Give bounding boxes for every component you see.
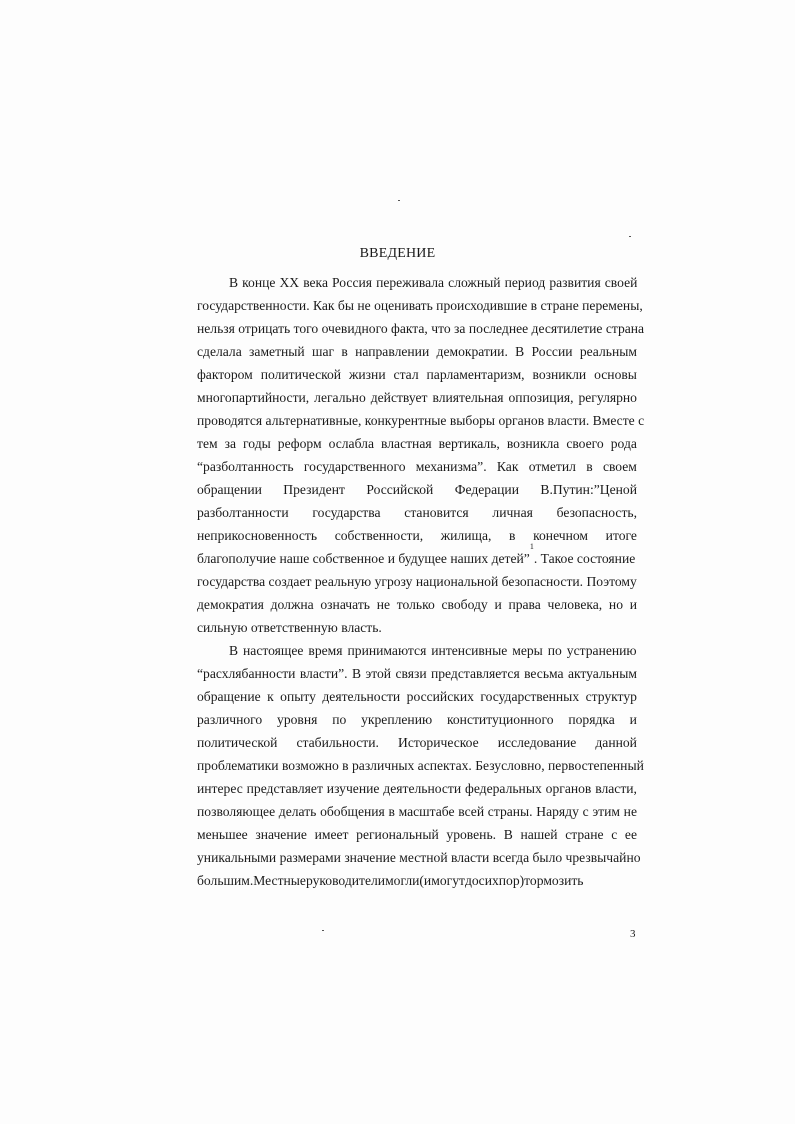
text-word: легально bbox=[314, 390, 366, 405]
text-word: и bbox=[629, 712, 637, 727]
text-word: руководители bbox=[305, 873, 386, 888]
text-word: государственных bbox=[480, 689, 580, 704]
text-word: и bbox=[494, 597, 502, 612]
text-word: структур bbox=[585, 689, 637, 704]
text-word: механизма”. bbox=[415, 459, 487, 474]
text-word: к bbox=[267, 689, 274, 704]
text-word: уникальными размерами значение местной власти всегда было чрезвычайно bbox=[197, 850, 641, 865]
text-word: пор) bbox=[498, 873, 525, 888]
text-word: имеет bbox=[314, 827, 349, 842]
text-word: меньшее bbox=[197, 827, 248, 842]
text-word: данной bbox=[595, 735, 637, 750]
text-word: оппозиция, bbox=[508, 390, 574, 405]
text-word: нельзя отрицать того очевидного факта, что за последнее десятилетие страна bbox=[197, 321, 645, 336]
text-word: жизни bbox=[349, 367, 386, 382]
text-word: не bbox=[376, 597, 390, 612]
text-word: реальным bbox=[579, 344, 637, 359]
text-word: ее bbox=[624, 827, 637, 842]
text-word: В bbox=[503, 827, 513, 842]
text-word: опыту bbox=[280, 689, 316, 704]
text-word: политической bbox=[197, 735, 278, 750]
text-line bbox=[197, 846, 641, 869]
text-word: обращение bbox=[197, 689, 261, 704]
scan-speck bbox=[629, 236, 631, 237]
text-word: собственности, bbox=[334, 528, 424, 543]
text-word: сделала bbox=[197, 344, 242, 359]
text-line bbox=[197, 593, 637, 616]
text-line bbox=[197, 294, 643, 317]
text-word: “расхлябанности bbox=[197, 666, 296, 681]
text-word: возникли bbox=[532, 367, 587, 382]
text-word: права bbox=[508, 597, 541, 612]
text-word: личная bbox=[492, 505, 533, 520]
text-word: интерес представляет изучение деятельности федеральных органов власти, bbox=[197, 781, 637, 796]
text-word: Федерации bbox=[454, 482, 519, 497]
text-word: позволяющее делать обобщения в масштабе всей страны. Наряду с этим не bbox=[197, 804, 637, 819]
text-line bbox=[197, 501, 637, 524]
text-word: Президент bbox=[283, 482, 345, 497]
text-word: стал bbox=[393, 367, 419, 382]
scan-speck bbox=[322, 930, 324, 931]
body-text bbox=[197, 271, 645, 892]
text-word: регулярно bbox=[578, 390, 637, 405]
text-word: проводятся альтернативные, конкурентные выборы органов власти. Вместе с bbox=[197, 413, 645, 428]
text-word: жилища, bbox=[440, 528, 492, 543]
text-word: заметный bbox=[249, 344, 305, 359]
text-word: региональный bbox=[356, 827, 439, 842]
text-word: Местные bbox=[253, 873, 306, 888]
text-word: стабильности. bbox=[296, 735, 379, 750]
text-word: властная bbox=[381, 436, 432, 451]
text-word: влиятельная bbox=[432, 390, 504, 405]
text-word: основы bbox=[594, 367, 637, 382]
text-word: тормозить bbox=[524, 873, 584, 888]
text-word: направлении bbox=[355, 344, 430, 359]
text-word: рода bbox=[610, 436, 637, 451]
text-line bbox=[197, 685, 637, 708]
text-word: “разболтанность bbox=[197, 459, 294, 474]
text-word: российских bbox=[406, 689, 474, 704]
text-word: весьма bbox=[524, 666, 564, 681]
text-word: Историческое bbox=[398, 735, 479, 750]
text-word: реформ bbox=[277, 436, 322, 451]
text-word: конституционного bbox=[446, 712, 554, 727]
text-word: проблематики возможно в различных аспектах. Безусловно, первостепенный bbox=[197, 758, 644, 773]
text-line bbox=[197, 823, 637, 846]
text-line bbox=[197, 455, 637, 478]
text-line bbox=[197, 340, 637, 363]
text-word: исследование bbox=[497, 735, 577, 750]
text-word: В конце XX века Россия переживала сложный период развития своей bbox=[229, 275, 638, 290]
text-word: демократии. bbox=[436, 344, 508, 359]
text-word: действует bbox=[370, 390, 428, 405]
text-word: В bbox=[515, 344, 525, 359]
text-word: за bbox=[224, 436, 237, 451]
text-line bbox=[197, 363, 637, 386]
text-word: только bbox=[396, 597, 435, 612]
text-word: (и bbox=[419, 873, 432, 888]
text-line bbox=[197, 409, 645, 432]
text-word: уровень. bbox=[446, 827, 497, 842]
text-word: по bbox=[332, 712, 347, 727]
text-line bbox=[197, 570, 637, 593]
text-word: политической bbox=[260, 367, 342, 382]
text-word: государства bbox=[312, 505, 381, 520]
text-word: деятельности bbox=[322, 689, 401, 704]
text-word: должна bbox=[270, 597, 314, 612]
text-word: России bbox=[531, 344, 573, 359]
text-word: возникла bbox=[506, 436, 560, 451]
text-word: порядка bbox=[568, 712, 615, 727]
text-segment: . Такое состояние bbox=[533, 551, 636, 566]
text-word: представляется bbox=[430, 666, 520, 681]
text-segment: благополучие наше собственное и будущее наших детей” bbox=[197, 551, 530, 566]
text-word: Как bbox=[496, 459, 519, 474]
text-word: укреплению bbox=[361, 712, 433, 727]
text-word: но bbox=[608, 597, 623, 612]
text-word: государства создает реальную угрозу национальной безопасности. Поэтому bbox=[197, 574, 637, 589]
text-line bbox=[197, 708, 637, 731]
text-line bbox=[197, 524, 637, 547]
text-word: становится bbox=[404, 505, 469, 520]
text-word: большим. bbox=[197, 873, 254, 888]
footnote-ref[interactable]: 1 bbox=[529, 542, 534, 551]
text-word: нашей bbox=[520, 827, 558, 842]
text-word: значение bbox=[255, 827, 307, 842]
text-word: своем bbox=[602, 459, 637, 474]
text-line bbox=[197, 731, 637, 754]
text-line bbox=[197, 777, 637, 800]
text-word: означать bbox=[320, 597, 370, 612]
text-word: Российской bbox=[366, 482, 434, 497]
text-word: шаг bbox=[312, 344, 335, 359]
text-word: В bbox=[351, 666, 362, 681]
text-line bbox=[197, 639, 637, 662]
text-word: могут bbox=[431, 873, 465, 888]
text-word: свободу bbox=[441, 597, 488, 612]
text-word: тем bbox=[197, 436, 218, 451]
page-title: ВВЕДЕНИЕ bbox=[359, 246, 436, 261]
text-word: вертикаль, bbox=[438, 436, 500, 451]
text-word: и bbox=[629, 597, 637, 612]
text-line bbox=[197, 800, 637, 823]
text-word: связи bbox=[395, 666, 427, 681]
text-word: в bbox=[341, 344, 348, 359]
text-word: В.Путин:”Ценой bbox=[540, 482, 637, 497]
text-line bbox=[197, 432, 637, 455]
text-word: государственности. Как бы не оценивать происходившие в стране перемены, bbox=[197, 298, 643, 313]
scan-speck bbox=[398, 200, 400, 201]
text-word: в bbox=[509, 528, 516, 543]
text-line bbox=[197, 317, 645, 340]
text-word: государственного bbox=[303, 459, 406, 474]
page-number: 3 bbox=[630, 928, 636, 940]
text-word: сих bbox=[478, 873, 499, 888]
text-line bbox=[197, 869, 637, 892]
text-word: уровня bbox=[277, 712, 318, 727]
text-word: актуальным bbox=[567, 666, 637, 681]
text-word: многопартийности, bbox=[197, 390, 310, 405]
text-word: итоге bbox=[605, 528, 637, 543]
text-word: человека, bbox=[547, 597, 603, 612]
text-word: могли bbox=[385, 873, 420, 888]
text-line bbox=[197, 478, 637, 501]
text-word: стране bbox=[565, 827, 604, 842]
text-word: с bbox=[611, 827, 618, 842]
text-word: до bbox=[464, 873, 479, 888]
text-line bbox=[197, 386, 637, 409]
text-word: этой bbox=[365, 666, 392, 681]
text-word: разболтанности bbox=[197, 505, 289, 520]
text-word: конечном bbox=[533, 528, 589, 543]
text-word: различного bbox=[197, 712, 263, 727]
text-word: отметил bbox=[528, 459, 576, 474]
text-word: годы bbox=[243, 436, 271, 451]
text-word: своего bbox=[566, 436, 604, 451]
text-word: обращении bbox=[197, 482, 262, 497]
text-line bbox=[197, 271, 637, 294]
text-word: неприкосновенность bbox=[197, 528, 318, 543]
text-word: власти”. bbox=[299, 666, 348, 681]
text-line bbox=[197, 616, 637, 639]
text-word: сильную ответственную власть. bbox=[197, 620, 382, 635]
text-line bbox=[197, 662, 637, 685]
text-word: ослабла bbox=[328, 436, 374, 451]
text-word: в bbox=[586, 459, 593, 474]
text-word: безопасность, bbox=[556, 505, 637, 520]
text-line bbox=[197, 754, 644, 777]
text-line bbox=[197, 542, 637, 570]
text-word: В настоящее время принимаются интенсивные меры по устранению bbox=[229, 643, 637, 658]
text-word: фактором bbox=[197, 367, 253, 382]
text-word: парламентаризм, bbox=[426, 367, 525, 382]
text-word: демократия bbox=[197, 597, 264, 612]
